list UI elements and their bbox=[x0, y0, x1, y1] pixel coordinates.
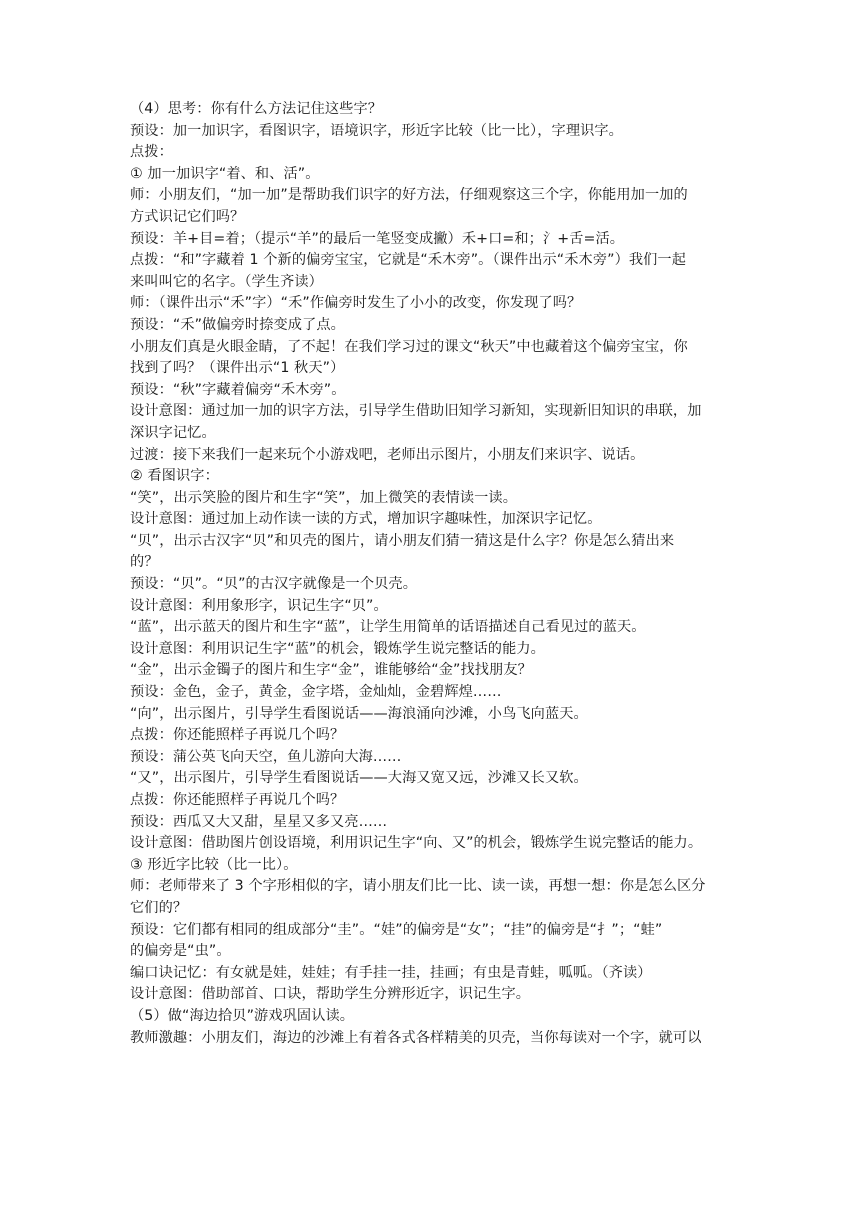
text-line: 点拨：“和”字藏着 1 个新的偏旁宝宝，它就是“禾木旁”。（课件出示“禾木旁”）我们一起 bbox=[130, 252, 687, 269]
text-line: 师：老师带来了 3 个字形相似的字，请小朋友们比一比、读一读，再想一想：你是怎么区分 bbox=[130, 878, 706, 895]
text-line: 编口诀记忆：有女就是娃，娃娃；有手挂一挂，挂画；有虫是青蛙，呱呱。（齐读） bbox=[130, 964, 652, 981]
text-line: 预设：蒲公英飞向天空，鱼儿游向大海…… bbox=[130, 748, 402, 765]
text-line: 点拨： bbox=[130, 144, 173, 161]
document-body bbox=[130, 99, 740, 1049]
text-line: 预设：加一加识字，看图识字，语境识字，形近字比较（比一比），字理识字。 bbox=[130, 122, 623, 139]
text-line: 的偏旁是“虫”。 bbox=[130, 943, 231, 960]
text-line: 设计意图：借助部首、口诀，帮助学生分辨形近字，识记生字。 bbox=[130, 986, 531, 1003]
text-line: “笑”，出示笑脸的图片和生字“笑”，加上微笑的表情读一读。 bbox=[130, 489, 517, 506]
text-line: 师：（课件出示“禾”字）“禾”作偏旁时发生了小小的改变，你发现了吗？ bbox=[130, 295, 582, 312]
text-line: “蓝”，出示蓝天的图片和生字“蓝”，让学生用简单的话语描述自己看见过的蓝天。 bbox=[130, 619, 646, 636]
text-line: 找到了吗？（课件出示“1 秋天”） bbox=[130, 360, 345, 377]
text-line: “贝”，出示古汉字“贝”和贝壳的图片，请小朋友们猜一猜这是什么字？你是怎么猜出来 bbox=[130, 532, 675, 549]
text-line: “又”，出示图片，引导学生看图说话——大海又宽又远，沙滩又长又软。 bbox=[130, 770, 588, 787]
text-line: 预设：它们都有相同的组成部分“圭”。“娃”的偏旁是“女”；“挂”的偏旁是“扌”；“蛙” bbox=[130, 921, 663, 938]
text-line: 设计意图：利用识记生字“蓝”的机会，锻炼学生说完整话的能力。 bbox=[130, 640, 545, 657]
text-line: “金”，出示金镯子的图片和生字“金”，谁能够给“金”找找朋友？ bbox=[130, 662, 532, 679]
text-line: 的？ bbox=[130, 554, 159, 571]
text-line: 预设：“秋”字藏着偏旁“禾木旁”。 bbox=[130, 381, 346, 398]
text-line: 设计意图：通过加上动作读一读的方式，增加识字趣味性，加深识字记忆。 bbox=[130, 511, 602, 528]
text-line: 过渡：接下来我们一起来玩个小游戏吧，老师出示图片，小朋友们来识字、说话。 bbox=[130, 446, 645, 463]
text-line: 教师激趣：小朋友们，海边的沙滩上有着各式各样精美的贝壳，当你每读对一个字，就可以 bbox=[130, 1029, 702, 1046]
text-line: 点拨：你还能照样子再说几个吗？ bbox=[130, 792, 345, 808]
text-line: ① 加一加识字“着、和、活”。 bbox=[130, 165, 320, 182]
text-line: 设计意图：通过加一加的识字方法，引导学生借助旧知学习新知，实现新旧知识的串联，加 bbox=[130, 403, 702, 420]
text-line: 方式识记它们吗？ bbox=[130, 208, 245, 225]
text-line: 深识字记忆。 bbox=[130, 424, 216, 441]
text-line: 预设：西瓜又大又甜，星星又多又亮…… bbox=[130, 813, 388, 830]
text-line: 师：小朋友们，“加一加”是帮助我们识字的好方法，仔细观察这三个字，你能用加一加的 bbox=[130, 187, 688, 204]
text-line: 预设：羊+目=着；（提示“羊”的最后一笔竖变成撇）禾+口=和；氵+舌=活。 bbox=[130, 230, 625, 247]
text-line: ③ 形近字比较（比一比）。 bbox=[130, 856, 298, 873]
text-line: 预设：“禾”做偏旁时捺变成了点。 bbox=[130, 316, 345, 333]
text-line: 来叫叫它的名字。（学生齐读） bbox=[130, 273, 323, 290]
text-line: 设计意图：借助图片创设语境，利用识记生字“向、又”的机会，锻炼学生说完整话的能力。 bbox=[130, 835, 703, 852]
text-line: ② 看图识字： bbox=[130, 468, 219, 485]
text-line: 点拨：你还能照样子再说几个吗？ bbox=[130, 727, 345, 744]
text-line: 设计意图：利用象形字，识记生字“贝”。 bbox=[130, 597, 388, 614]
text-line: 预设：金色，金子，黄金，金字塔，金灿灿，金碧辉煌…… bbox=[130, 684, 502, 701]
text-line: 它们的？ bbox=[130, 899, 188, 916]
text-line: （5）做“海边拾贝”游戏巩固认读。 bbox=[130, 1007, 355, 1024]
text-line: 小朋友们真是火眼金睛，了不起！在我们学习过的课文“秋天”中也藏着这个偏旁宝宝，你 bbox=[130, 338, 688, 355]
text-line: （4）思考：你有什么方法记住这些字？ bbox=[130, 101, 383, 117]
text-line: “向”，出示图片，引导学生看图说话——海浪涌向沙滩，小鸟飞向蓝天。 bbox=[130, 705, 588, 722]
text-line: 预设：“贝”。“贝”的古汉字就像是一个贝壳。 bbox=[130, 576, 417, 593]
